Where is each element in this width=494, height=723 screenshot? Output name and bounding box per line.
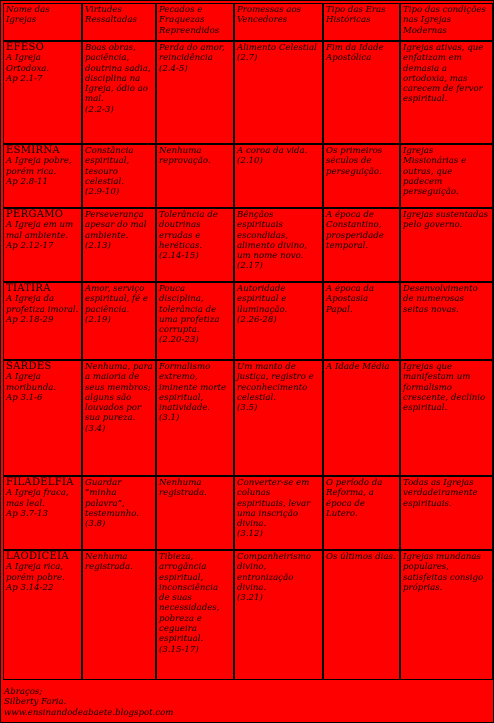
sins-text: Formalismo extremo, iminente morte espiritual, inatividade. — [159, 362, 227, 414]
promises-text: Bênçãos espirituais escondidas, alimento divino, um nome novo. — [237, 210, 308, 262]
virtues-text: Boas obras, paciência, doutrina sadia, disciplina na Igreja, ódio ao mal. — [85, 43, 151, 105]
promises-text: Um manto de justiça, registro e reconhecimento celestial. — [237, 362, 314, 403]
sins-text: Tibieza, arrogância espiritual, inconsciência de suas necessidades, pobreza e cegueira espiritual. — [159, 552, 220, 645]
sins-reference: (3.1) — [159, 413, 180, 424]
church-reference: Ap 2.18-29 — [6, 314, 54, 325]
virtues-reference: (2.9-10) — [85, 187, 120, 198]
church-cell — [3, 41, 82, 144]
promises-reference: (3.12) — [237, 529, 263, 540]
promises-text: Companheirismo divino, entronização divina. — [237, 552, 312, 593]
era-cell: O período da Reforma, a época de Lutero. — [323, 476, 400, 550]
era-cell: Fim da Idade Apostólica — [323, 41, 400, 144]
church-description: A Igreja Ortodoxa. — [6, 53, 50, 74]
promises-cell — [234, 282, 323, 360]
table-row — [3, 208, 493, 282]
promises-cell — [234, 360, 323, 476]
church-description: A Igreja em um mal ambiente. — [6, 220, 74, 241]
sins-reference: (2.14-15) — [159, 251, 199, 262]
era-cell: Os últimos dias. — [323, 550, 400, 680]
virtues-cell — [82, 208, 156, 282]
signature-greeting: Abraços; — [4, 687, 43, 697]
church-cell — [3, 282, 82, 360]
header-era: Tipo das Eras Históricas — [323, 3, 400, 41]
church-cell — [3, 476, 82, 550]
promises-cell — [234, 144, 323, 208]
church-reference: Ap 3.7-13 — [6, 508, 48, 519]
modern-cell: Igrejas sustentadas pelo governo. — [400, 208, 493, 282]
church-description: A Igreja moribunda. — [6, 372, 57, 393]
church-reference: Ap 3.1-6 — [6, 392, 43, 403]
church-cell — [3, 144, 82, 208]
sins-cell — [156, 41, 234, 144]
church-name: ÉFESO — [6, 42, 45, 53]
virtues-text: Constância espiritual, tesouro celestial. — [85, 146, 134, 187]
table-row — [3, 144, 493, 208]
church-description: A Igreja pobre, porém rica. — [6, 156, 72, 177]
church-description: A Igreja rica, porém pobre. — [6, 562, 65, 583]
sins-text: Nenhuma reprovação. — [159, 146, 211, 167]
virtues-text: Perseverança apesar do mal ambiente. — [85, 210, 147, 241]
virtues-reference: (3.4) — [85, 423, 106, 434]
sins-reference: (3.15-17) — [159, 644, 199, 655]
sins-text: Tolerância de doutrinas erradas e heréticas. — [159, 210, 218, 251]
era-cell: A Idade Média — [323, 360, 400, 476]
church-name: TIATIRA — [6, 283, 51, 294]
header-promises: Promessas aos Vencedores — [234, 3, 323, 41]
virtues-text: Amor, serviço espiritual, fé e paciência. — [85, 284, 149, 315]
era-cell: Os primeiros séculos de perseguição. — [323, 144, 400, 208]
blog-url: www.ensinandodeabaete.blogspot.com — [4, 707, 174, 718]
virtues-text: Nenhuma registrada. — [85, 552, 133, 573]
signature-author: Silberty Faria. — [4, 697, 67, 708]
church-cell — [3, 208, 82, 282]
table-row — [3, 282, 493, 360]
church-cell — [3, 360, 82, 476]
virtues-text: Guardar “minha palavra”, testemunho. — [85, 478, 139, 519]
sins-text: Nenhuma registrada. — [159, 478, 207, 499]
modern-cell: Igrejas ativas, que enfatizam em demasia a ortodoxia, mas carecem de fervor espiritual. — [400, 41, 493, 144]
virtues-cell — [82, 282, 156, 360]
church-reference: Ap 2.8-11 — [6, 176, 48, 187]
table-row — [3, 41, 493, 144]
promises-reference: (3.5) — [237, 403, 258, 414]
sins-cell — [156, 282, 234, 360]
promises-text: Converter-se em colunas espirituais, levar uma inscrição divina. — [237, 478, 311, 530]
church-reference: Ap 3.14-22 — [6, 582, 54, 593]
virtues-cell — [82, 360, 156, 476]
church-name: SARDES — [6, 361, 52, 372]
header-modern: Tipo das condições nas Igrejas Modernas — [400, 3, 493, 41]
seven-churches-table — [3, 3, 493, 680]
promises-cell — [234, 476, 323, 550]
era-cell: A época de Constantino, prosperidade temporal. — [323, 208, 400, 282]
promises-reference: (2.17) — [237, 261, 263, 272]
promises-cell — [234, 208, 323, 282]
virtues-reference: (2.13) — [85, 240, 111, 251]
church-name: PÉRGAMO — [6, 209, 64, 220]
virtues-cell — [82, 144, 156, 208]
promises-text: A coroa da vida. — [237, 146, 308, 156]
virtues-reference: (2.2-3) — [85, 104, 114, 115]
church-cell — [3, 550, 82, 680]
header-church-name: Nome das Igrejas — [3, 3, 82, 41]
promises-reference: (2.26-28) — [237, 314, 277, 325]
promises-reference: (3.21) — [237, 593, 263, 604]
virtues-text: Nenhuma, para a maioria de seus membros; alguns são louvados por sua pureza. — [85, 362, 153, 424]
modern-cell: Igrejas mundanas populares, satisfeitas consigo próprias. — [400, 550, 493, 680]
promises-text: Alimento Celestial — [237, 43, 317, 53]
virtues-cell — [82, 476, 156, 550]
modern-cell: Igrejas que manifestam um formalismo crescente, declínio espiritual. — [400, 360, 493, 476]
sins-text: Perda do amor, reincidência — [159, 43, 225, 64]
header-virtues: Virtudes Ressaltadas — [82, 3, 156, 41]
header-row — [3, 3, 493, 41]
virtues-cell — [82, 41, 156, 144]
modern-cell: Igrejas Missionárias e outras, que padecem perseguição. — [400, 144, 493, 208]
promises-reference: (2.7) — [237, 53, 258, 64]
promises-text: Autoridade espiritual e iluminação. — [237, 284, 288, 315]
sins-reference: (2.20-23) — [159, 335, 199, 346]
virtues-reference: (3.8) — [85, 519, 106, 530]
header-sins: Pecados e Fraquezas Repreendidos — [156, 3, 234, 41]
church-description: A Igreja fraca, mas leal. — [6, 488, 69, 509]
promises-reference: (2.10) — [237, 156, 263, 167]
modern-cell: Desenvolvimento de numerosas seitas novas. — [400, 282, 493, 360]
modern-cell: Todas as Igrejas verdadeiramente espirituais. — [400, 476, 493, 550]
promises-cell — [234, 550, 323, 680]
promises-cell — [234, 41, 323, 144]
virtues-cell — [82, 550, 156, 680]
sins-reference: (2.4-5) — [159, 63, 188, 74]
table-row — [3, 360, 493, 476]
sins-cell — [156, 360, 234, 476]
sins-cell — [156, 144, 234, 208]
sins-cell — [156, 476, 234, 550]
church-name: ESMIRNA — [6, 145, 60, 156]
virtues-reference: (2.19) — [85, 314, 111, 325]
table-row — [3, 550, 493, 680]
signature-block — [4, 687, 490, 718]
church-name: LAODICÉIA — [6, 551, 69, 562]
era-cell: A época da Apostasia Papal. — [323, 282, 400, 360]
sins-text: Pouca disciplina, tolerância de uma profetiza corrupta. — [159, 284, 220, 336]
church-description: A Igreja da profetiza imoral. — [6, 294, 79, 315]
church-reference: Ap 2.1-7 — [6, 73, 43, 84]
church-reference: Ap 2.12-17 — [6, 240, 54, 251]
table-row — [3, 476, 493, 550]
sins-cell — [156, 550, 234, 680]
church-name: FILADÉLFIA — [6, 477, 74, 488]
sins-cell — [156, 208, 234, 282]
